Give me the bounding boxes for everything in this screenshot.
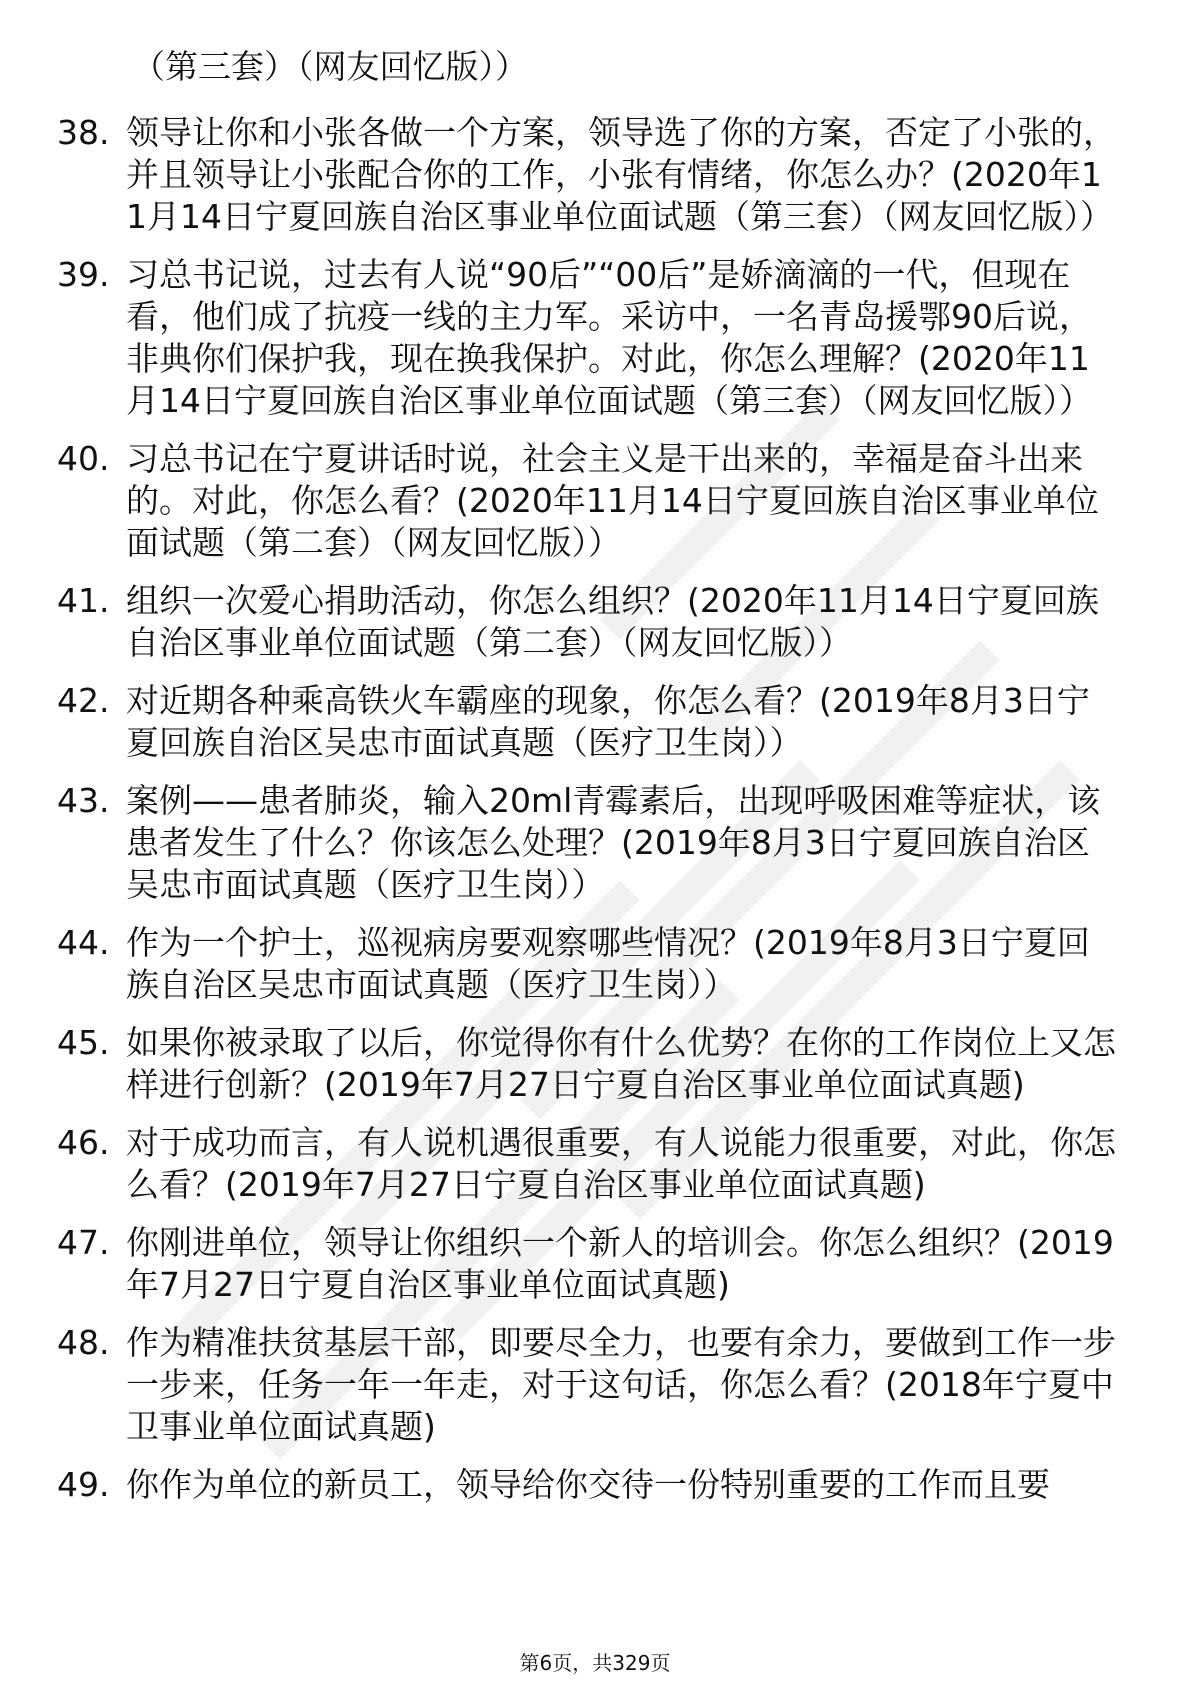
question-number: 45.: [57, 1023, 110, 1062]
question-text: 案例——患者肺炎，输入20ml青霉素后，出现呼吸困难等症状，该患者发生了什么？你该怎么处理？(2019年8月3日宁夏回族自治区吴忠市面试真题（医疗卫生岗））: [126, 781, 1101, 904]
question-number: 49.: [57, 1465, 110, 1504]
question-number: 44.: [57, 923, 110, 962]
question-text: 领导让你和小张各做一个方案，领导选了你的方案，否定了小张的，并且领导让小张配合你的工作，小张有情绪，你怎么办？(2020年11月14日宁夏回族自治区事业单位面试题（第三套）（网友回忆版））: [126, 113, 1116, 236]
question-item-40: [0, 438, 1190, 564]
question-number: 47.: [57, 1223, 110, 1262]
question-text: 对于成功而言，有人说机遇很重要，有人说能力很重要，对此，你怎么看？(2019年7月27日宁夏自治区事业单位面试真题): [126, 1123, 1116, 1204]
question-text: 如果你被录取了以后，你觉得你有什么优势？在你的工作岗位上又怎样进行创新？(2019年7月27日宁夏自治区事业单位面试真题): [126, 1023, 1116, 1104]
question-number: 39.: [57, 255, 110, 294]
question-text: 你刚进单位，领导让你组织一个新人的培训会。你怎么组织？(2019年7月27日宁夏自治区事业单位面试真题): [126, 1223, 1114, 1304]
question-item-45: [0, 1022, 1190, 1106]
question-number: 43.: [57, 781, 110, 820]
question-number: 46.: [57, 1123, 110, 1162]
question-item-38: [0, 112, 1190, 238]
question-text: 习总书记说，过去有人说“90后”“00后”是娇滴滴的一代，但现在看，他们成了抗疫一线的主力军。采访中，一名青岛援鄂90后说，非典你们保护我，现在换我保护。对此，你怎么理解？(2020年11月14日宁夏回族自治区事业单位面试题（第三套）（网友回忆版））: [126, 255, 1092, 420]
question-number: 41.: [57, 581, 110, 620]
question-text: 对近期各种乘高铁火车霸座的现象，你怎么看？(2019年8月3日宁夏回族自治区吴忠市面试真题（医疗卫生岗））: [126, 681, 1090, 762]
question-item-39: [0, 254, 1190, 422]
question-text: 作为精准扶贫基层干部，即要尽全力，也要有余力，要做到工作一步一步来，任务一年一年走，对于这句话，你怎么看？(2018年宁夏中卫事业单位面试真题): [126, 1323, 1116, 1446]
page-footer: 第6页，共329页: [519, 1651, 671, 1675]
question-number: 42.: [57, 681, 110, 720]
question-item-48: [0, 1322, 1190, 1448]
question-item-41: [0, 580, 1190, 664]
question-number: 40.: [57, 439, 110, 478]
question-text: 你作为单位的新员工，领导给你交待一份特别重要的工作而且要: [126, 1465, 1050, 1504]
question-number: 38.: [57, 113, 110, 152]
question-item-47: [0, 1222, 1190, 1306]
question-number: 48.: [57, 1323, 110, 1362]
question-text: 习总书记在宁夏讲话时说，社会主义是干出来的，幸福是奋斗出来的。对此，你怎么看？(2020年11月14日宁夏回族自治区事业单位面试题（第二套）（网友回忆版））: [126, 439, 1099, 562]
question-item-42: [0, 680, 1190, 764]
question-item-43: [0, 780, 1190, 906]
question-text: 作为一个护士，巡视病房要观察哪些情况？(2019年8月3日宁夏回族自治区吴忠市面试真题（医疗卫生岗））: [126, 923, 1090, 1004]
question-item-49: [0, 1464, 1190, 1506]
question-item-46: [0, 1122, 1190, 1206]
question-item-44: [0, 922, 1190, 1006]
continued-text-line: （第三套）（网友回忆版））: [132, 47, 528, 86]
question-list: [0, 112, 1190, 1522]
question-text: 组织一次爱心捐助活动，你怎么组织？(2020年11月14日宁夏回族自治区事业单位面试题（第二套）（网友回忆版））: [126, 581, 1099, 662]
